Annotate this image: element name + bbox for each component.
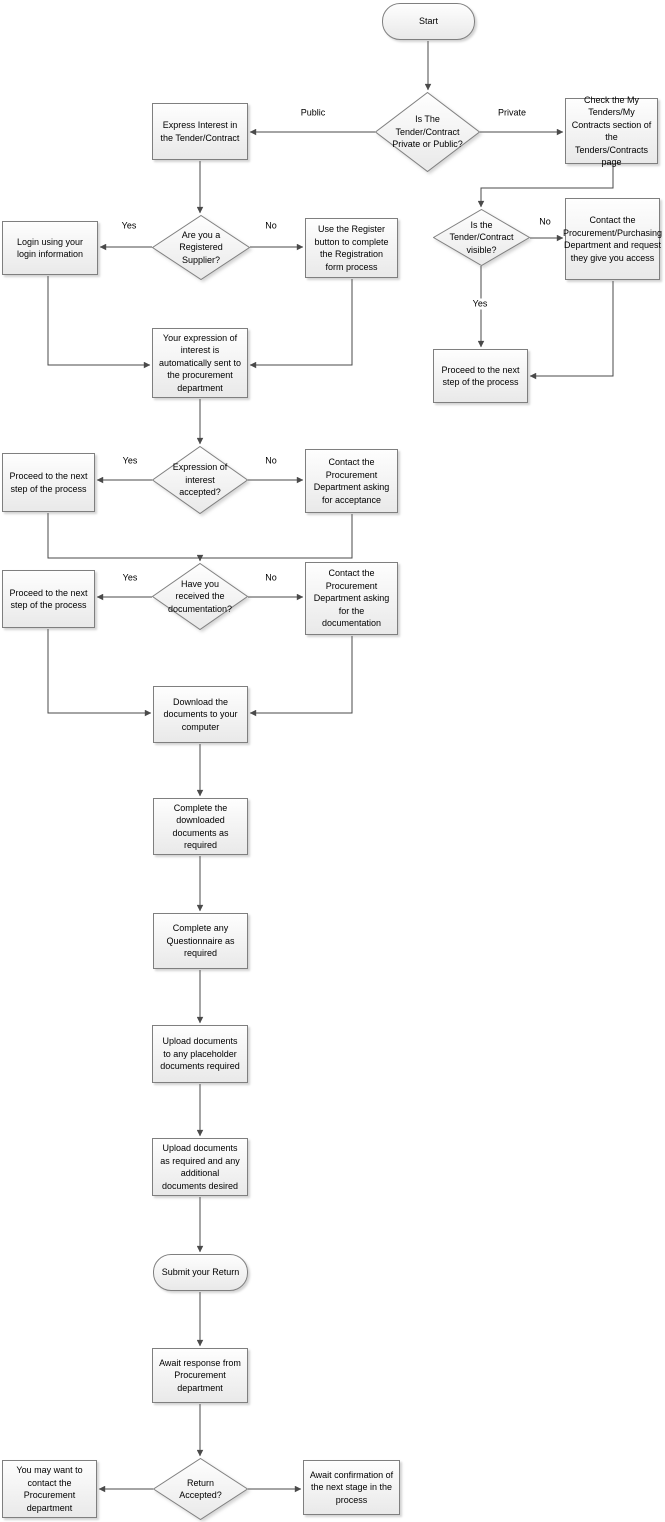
process-upload-additional-documents bbox=[152, 1138, 248, 1196]
node-label: Your expression of interest is automatically sent to the procurement department bbox=[158, 332, 242, 393]
node-label: Express Interest in the Tender/Contract bbox=[160, 120, 240, 143]
node-label: Complete the downloaded documents as required bbox=[172, 802, 229, 850]
node-label: Login using your login information bbox=[16, 236, 84, 259]
decision-tender-visible bbox=[433, 209, 530, 266]
process-await-confirmation bbox=[303, 1460, 400, 1515]
node-label: Are you a Registered Supplier? bbox=[179, 229, 223, 265]
process-contact-procurement-documentation bbox=[305, 562, 398, 635]
edge-proceed-to-download bbox=[48, 629, 151, 713]
edge-login-to-expression-sent bbox=[48, 276, 150, 365]
edge-contact-access-to-proceed bbox=[530, 281, 613, 376]
edge-label-no: No bbox=[265, 455, 277, 466]
edge-label-private: Private bbox=[497, 107, 527, 118]
process-upload-placeholder-documents bbox=[152, 1025, 248, 1083]
edge-contact-doc-to-download bbox=[250, 636, 352, 713]
node-label: Is the Tender/Contract visible? bbox=[449, 219, 514, 255]
process-check-my-tenders bbox=[565, 94, 658, 167]
decision-expression-accepted bbox=[152, 446, 248, 514]
process-login bbox=[2, 221, 98, 275]
process-await-response bbox=[152, 1348, 248, 1403]
decision-received-documentation bbox=[152, 563, 248, 630]
decision-registered-supplier bbox=[152, 215, 250, 280]
edge-label-no: No bbox=[539, 216, 551, 227]
node-label: Is The Tender/Contract Private or Public? bbox=[392, 114, 463, 150]
edge-proceed-to-documentation-decision bbox=[48, 513, 200, 561]
edge-label-no: No bbox=[265, 220, 277, 231]
node-label: Contact the Procurement Department asking for the documentation bbox=[313, 568, 390, 629]
node-label: Await confirmation of the next stage in the process bbox=[309, 1469, 394, 1505]
process-proceed-next-step-visible bbox=[433, 349, 528, 403]
node-label: Contact the Procurement/Purchasing Department and request they give you access bbox=[562, 215, 663, 263]
node-label: Use the Register button to complete the Registration form process bbox=[314, 224, 389, 272]
node-label: Upload documents to any placeholder documents required bbox=[160, 1036, 240, 1072]
edge-label-public: Public bbox=[300, 107, 326, 118]
edge-label-yes: Yes bbox=[122, 572, 138, 583]
decision-return-accepted bbox=[153, 1458, 248, 1520]
node-label: Have you received the documentation? bbox=[167, 578, 233, 614]
decision-tender-private-or-public bbox=[375, 92, 480, 172]
process-complete-downloaded-documents bbox=[153, 798, 248, 855]
process-proceed-next-step-documentation bbox=[2, 570, 95, 628]
edge-contact-acceptance-to-merge bbox=[200, 514, 352, 558]
process-download-documents bbox=[153, 686, 248, 743]
process-contact-procurement-acceptance bbox=[305, 449, 398, 513]
node-label: Start bbox=[418, 16, 438, 27]
process-express-interest bbox=[152, 103, 248, 160]
node-label: Download the documents to your computer bbox=[163, 696, 238, 732]
edge-label-no: No bbox=[265, 572, 277, 583]
process-use-register-button bbox=[305, 218, 398, 278]
node-label: Await response from Procurement department bbox=[159, 1357, 241, 1393]
edge-label-yes: Yes bbox=[472, 298, 488, 309]
process-contact-procurement-access bbox=[562, 198, 663, 280]
process-contact-procurement-rejected bbox=[2, 1460, 97, 1518]
start-terminator bbox=[382, 3, 475, 40]
edge-register-to-expression-sent bbox=[250, 279, 352, 365]
node-label: Proceed to the next step of the process bbox=[9, 587, 88, 610]
node-label: Contact the Procurement Department asking for acceptance bbox=[313, 457, 390, 505]
edge-label-yes: Yes bbox=[122, 455, 138, 466]
process-expression-sent bbox=[152, 328, 248, 398]
edge-label-yes: Yes bbox=[121, 220, 137, 231]
terminator-submit-return bbox=[153, 1254, 248, 1291]
node-label: You may want to contact the Procurement department bbox=[16, 1465, 83, 1513]
node-label: Complete any Questionnaire as required bbox=[166, 923, 235, 959]
node-label: Check the My Tenders/My Contracts section of the Tenders/Contracts page bbox=[571, 94, 652, 167]
node-label: Upload documents as required and any additional documents desired bbox=[160, 1143, 240, 1191]
node-label: Proceed to the next step of the process bbox=[441, 364, 520, 387]
node-label: Submit your Return bbox=[161, 1267, 240, 1278]
process-complete-questionnaire bbox=[153, 913, 248, 969]
node-label: Expression of interest accepted? bbox=[172, 462, 228, 498]
node-label: Return Accepted? bbox=[179, 1477, 222, 1500]
process-proceed-next-step-accepted bbox=[2, 453, 95, 512]
node-label: Proceed to the next step of the process bbox=[9, 471, 88, 494]
